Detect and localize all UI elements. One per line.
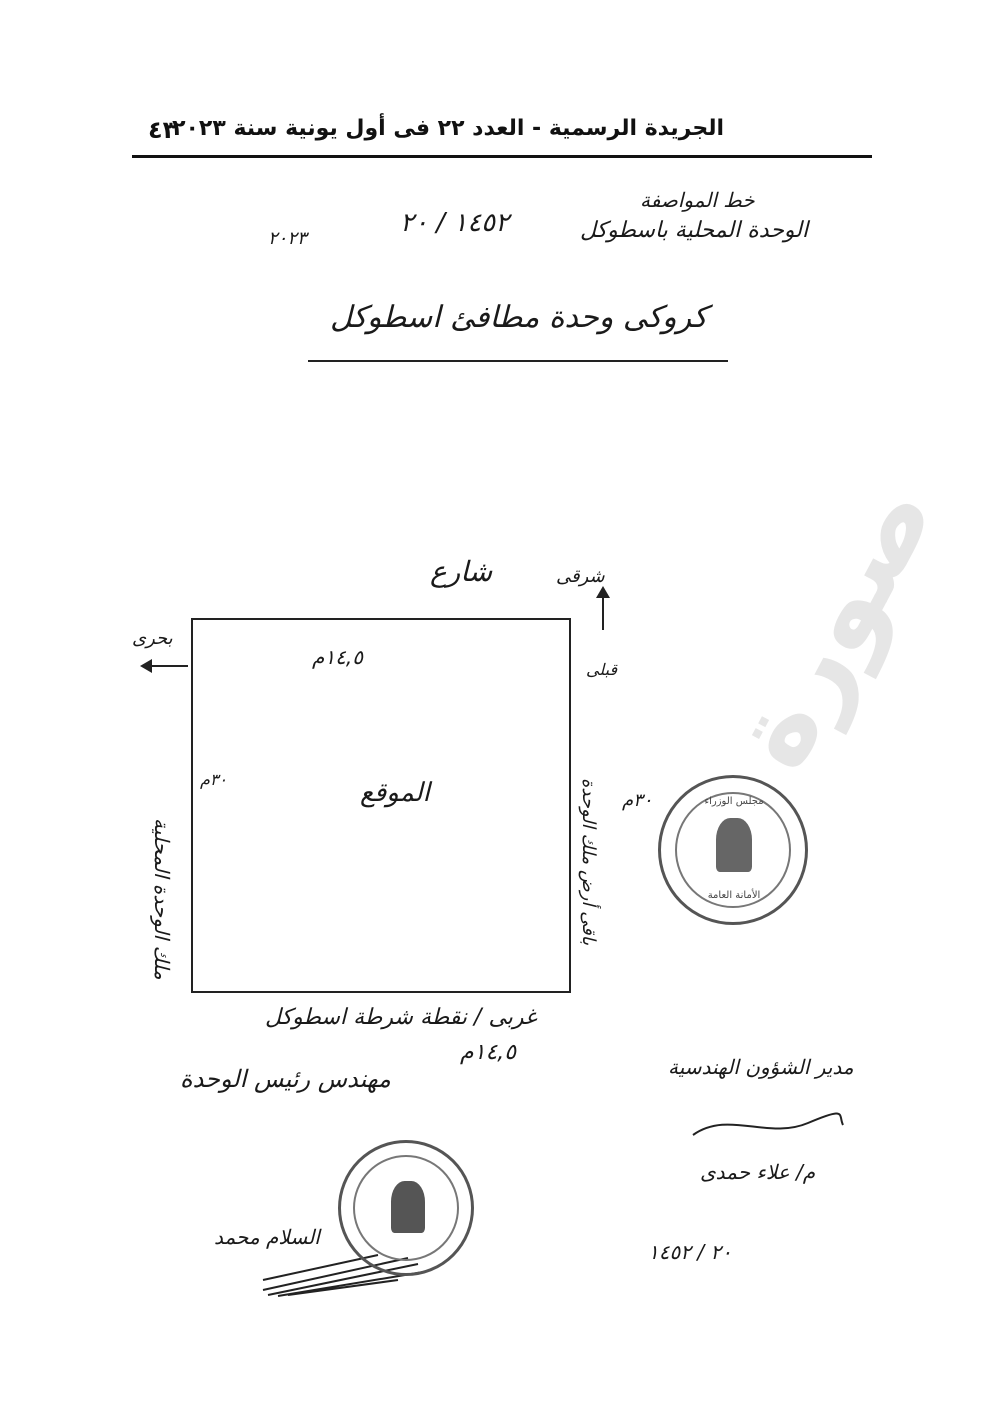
- west-arrow: [148, 665, 188, 667]
- title-underline: [308, 360, 728, 362]
- seal-top-text: مجلس الوزراء: [704, 796, 764, 807]
- drawing-title: كروكى وحدة مطافئ اسطوكل: [330, 300, 708, 335]
- top-dimension: ١٤,٥م: [312, 645, 363, 669]
- left-side-label: ملك الوحدة المحلية: [150, 818, 174, 980]
- right-dimension: ٣٠م: [622, 790, 653, 811]
- east-label: شرقى: [556, 566, 605, 587]
- west-label: بحرى: [132, 628, 173, 649]
- signature-scribble: [688, 1105, 848, 1145]
- street-label: شارع: [430, 555, 493, 588]
- handwritten-year: ٢٠٢٣: [268, 228, 307, 249]
- seal-bottom-text: الأمانة العامة: [707, 890, 761, 901]
- south-label: قبلى: [586, 660, 618, 679]
- handwritten-ref-number: ١٤٥٢ / ٢٠: [400, 208, 510, 238]
- head-of-unit-signature: مهندس رئيس الوحدة: [180, 1065, 391, 1093]
- header-divider: [132, 155, 872, 158]
- small-mark: ٣٠م: [200, 770, 228, 789]
- site-label: الموقع: [360, 778, 430, 808]
- page-header: [132, 112, 872, 152]
- bottom-dimension: ١٤,٥م: [460, 1040, 517, 1065]
- right-side-label: باقى أرض ملك الوحدة: [578, 777, 599, 945]
- left-signer-name: السلام محمد: [214, 1225, 320, 1249]
- eagle-emblem-icon: [716, 818, 752, 872]
- engineering-director-label: مدير الشؤون الهندسية: [668, 1055, 854, 1079]
- handwritten-line-2: الوحدة المحلية باسطوكل: [580, 218, 809, 243]
- bottom-side-label: غربى / نقطة شرطة اسطوكل: [265, 1005, 537, 1030]
- eagle-emblem-icon: [391, 1181, 425, 1233]
- bottom-ref-number: ٢٠ / ١٤٥٢: [648, 1240, 732, 1264]
- official-seal-right: [658, 775, 808, 925]
- engineer-name: م/ علاء حمدى: [700, 1160, 816, 1184]
- watermark: صورة: [704, 459, 960, 789]
- header-title: الجريدة الرسمية - العدد ٢٢ فى أول يونية سنة ٢٠٢٣: [172, 116, 724, 141]
- west-arrow-head-icon: [140, 659, 152, 673]
- page-number: ٤٣: [148, 116, 178, 144]
- official-seal-bottom: [338, 1140, 474, 1276]
- north-arrow-head-icon: [596, 586, 610, 598]
- handwritten-line-1: خط المواصفة: [640, 188, 755, 212]
